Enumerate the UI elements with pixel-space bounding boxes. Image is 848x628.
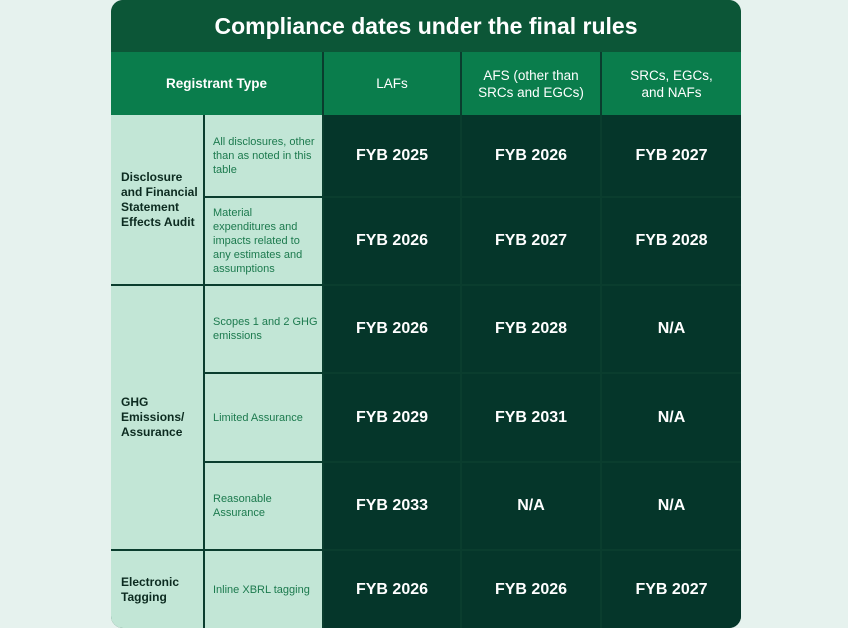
cell-value: FYB 2026 xyxy=(324,286,460,372)
category-ghg: GHG Emissions/ Assurance xyxy=(111,286,203,549)
header-lafs: LAFs xyxy=(324,52,460,115)
row-label-all-disclosures: All disclosures, other than as noted in this table xyxy=(205,115,322,196)
cell-value: FYB 2025 xyxy=(324,115,460,196)
cell-value: FYB 2026 xyxy=(462,551,600,628)
cell-value: FYB 2027 xyxy=(602,551,741,628)
cell-value: FYB 2031 xyxy=(462,374,600,461)
cell-value: N/A xyxy=(602,374,741,461)
header-afs: AFS (other than SRCs and EGCs) xyxy=(462,52,600,115)
cell-value: FYB 2029 xyxy=(324,374,460,461)
compliance-table-card xyxy=(111,0,741,628)
cell-value: N/A xyxy=(462,463,600,549)
table-title: Compliance dates under the final rules xyxy=(111,0,741,52)
cell-value: FYB 2026 xyxy=(324,198,460,284)
row-label-inline-xbrl: Inline XBRL tagging xyxy=(205,551,322,628)
cell-value: FYB 2026 xyxy=(324,551,460,628)
category-disclosure: Disclosure and Financial Statement Effects Audit xyxy=(111,115,203,284)
cell-value: FYB 2028 xyxy=(462,286,600,372)
cell-value: FYB 2027 xyxy=(602,115,741,196)
category-tagging: Electronic Tagging xyxy=(111,551,203,628)
row-label-reasonable-assurance: Reasonable Assurance xyxy=(205,463,322,549)
row-label-limited-assurance: Limited Assurance xyxy=(205,374,322,461)
header-registrant-type: Registrant Type xyxy=(111,52,322,115)
cell-value: FYB 2028 xyxy=(602,198,741,284)
cell-value: FYB 2033 xyxy=(324,463,460,549)
row-label-scopes-ghg: Scopes 1 and 2 GHG emissions xyxy=(205,286,322,372)
header-srcs-egcs-nafs: SRCs, EGCs, and NAFs xyxy=(602,52,741,115)
cell-value: FYB 2026 xyxy=(462,115,600,196)
cell-value: FYB 2027 xyxy=(462,198,600,284)
cell-value: N/A xyxy=(602,286,741,372)
cell-value: N/A xyxy=(602,463,741,549)
row-label-material-expenditures: Material expenditures and impacts related to any estimates and assumptions xyxy=(205,198,322,284)
